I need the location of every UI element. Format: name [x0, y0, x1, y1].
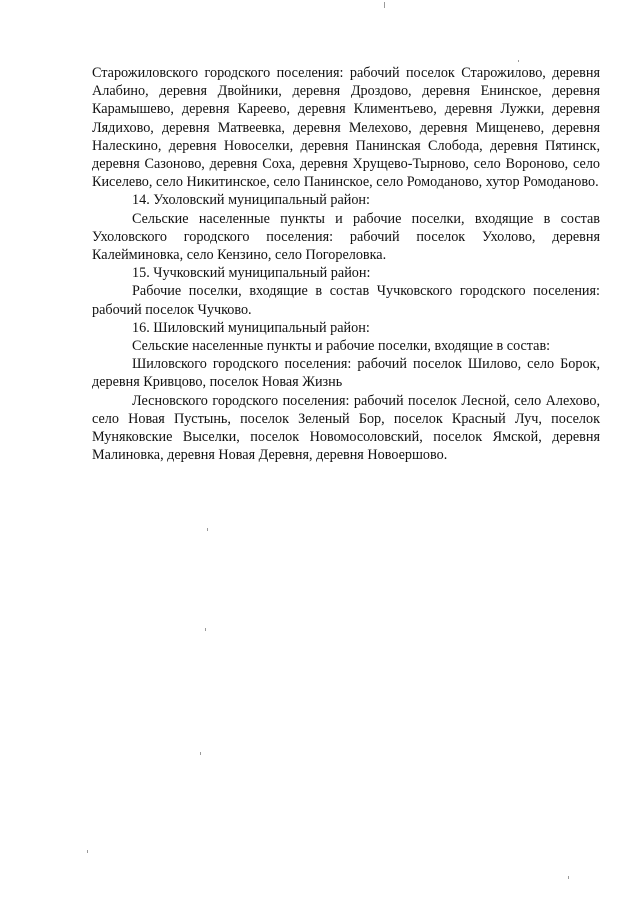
scan-speck — [568, 876, 569, 879]
scan-speck — [205, 628, 206, 631]
scan-speck — [384, 2, 385, 8]
document-body — [92, 64, 600, 464]
paragraph-lesnoy: Лесновского городского поселения: рабочий поселок Лесной, село Алехово, село Новая Пустынь, поселок Зеленый Бор, поселок Красный Луч, поселок Муняковские Выселки, поселок Новомосоловский, поселок Ямской, деревня Малиновка, деревня Новая Деревня, деревня Новоершово. — [92, 392, 600, 464]
scan-speck — [207, 528, 208, 531]
heading-chuchkovsky-district: 15. Чучковский муниципальный район: — [132, 265, 371, 282]
heading-ukholovsky-district: 14. Ухоловский муниципальный район: — [132, 192, 370, 209]
heading-shilovsky-district: 16. Шиловский муниципальный район: — [132, 319, 370, 336]
paragraph-shilovsky-intro: Сельские населенные пункты и рабочие поселки, входящие в состав: — [132, 338, 551, 355]
paragraph-ukholovo: Сельские населенные пункты и рабочие поселки, входящие в состав Ухоловского городского поселения: рабочий поселок Ухолово, деревня Калейминовка, село Кензино, село Погореловка. — [92, 210, 600, 264]
paragraph-starozhilovo: Старожиловского городского поселения: рабочий поселок Старожилово, деревня Алабино, деревня Двойники, деревня Дроздово, деревня Енинское, деревня Карамышево, деревня Кареево, деревня Климентьево, деревня Лужки, деревня Лядихово, деревня Матвеевка, деревня Мелехово, деревня Мищенево, деревня Налескино, деревня Новоселки, деревня Панинская Слобода, деревня Пятинск, деревня Сазоново, деревня Соха, деревня Хрущево-Тырново, село Вороново, село Киселево, село Никитинское, село Панинское, село Ромоданово, хутор Ромоданово. — [92, 65, 600, 191]
paragraph-shilovo: Шиловского городского поселения: рабочий поселок Шилово, село Борок, деревня Кривцово, поселок Новая Жизнь — [92, 356, 600, 391]
paragraph-chuchkovo: Рабочие поселки, входящие в состав Чучковского городского поселения: рабочий поселок Чучково. — [92, 283, 600, 318]
scan-speck — [87, 850, 88, 853]
scan-speck — [200, 752, 201, 755]
scan-speck — [518, 60, 519, 62]
